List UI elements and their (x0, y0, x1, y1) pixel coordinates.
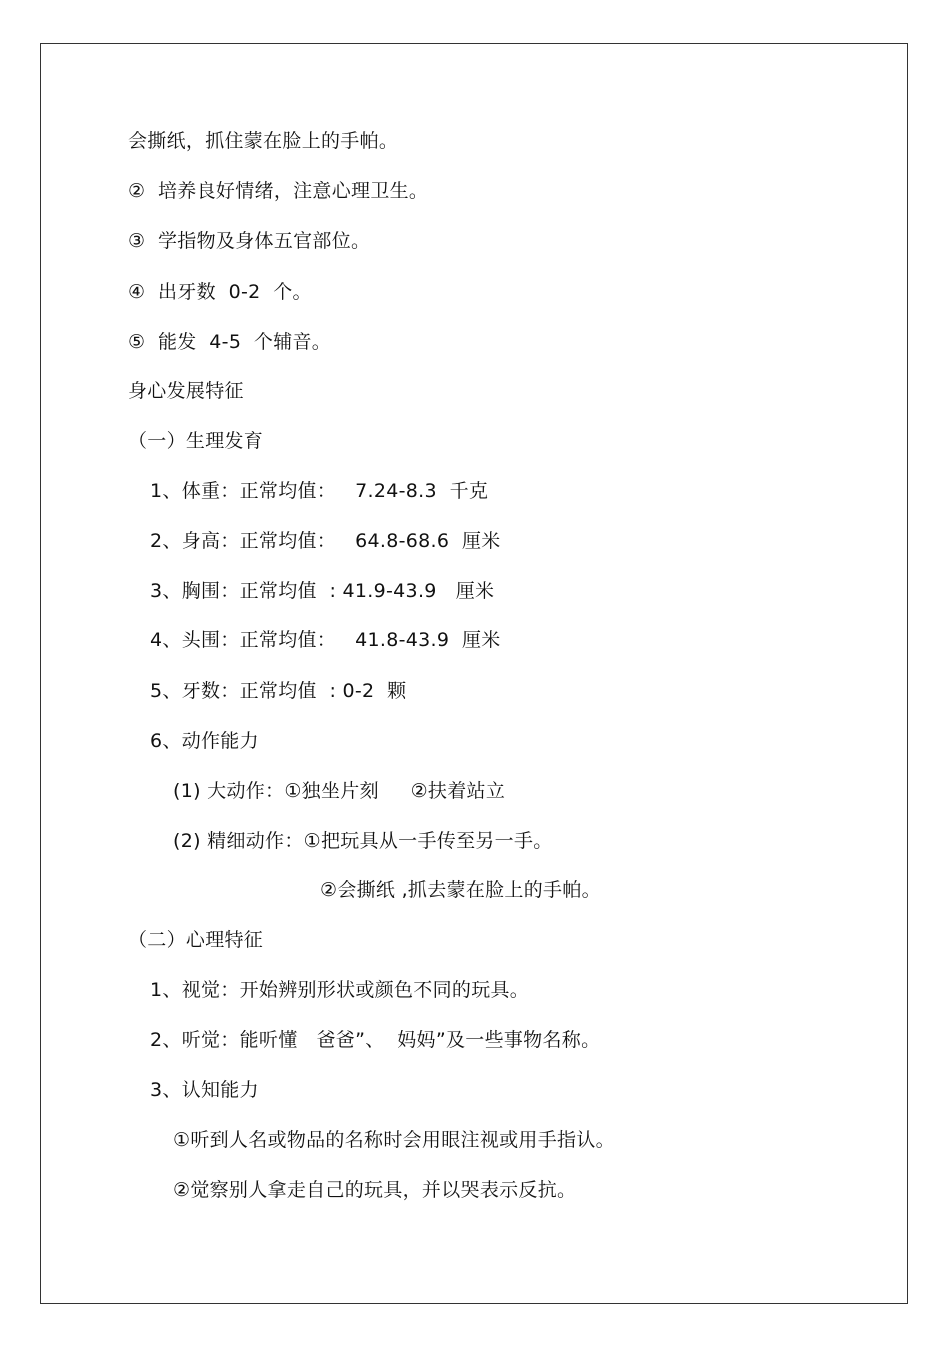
text-line-item-3-pointing: ③ 学指物及身体五官部位。 (128, 230, 371, 252)
subsection-heading-psychological: （二）心理特征 (128, 929, 264, 951)
text-line-cognitive-2: ②觉察别人拿走自己的玩具，并以哭表示反抗。 (173, 1179, 577, 1201)
text-line-teeth-count: 5、牙数：正常均值 : 0-2 颗 (150, 680, 407, 702)
section-heading-development: 身心发展特征 (128, 380, 244, 402)
text-line-item-5-consonants: ⑤ 能发 4-5 个辅音。 (128, 331, 332, 353)
text-line-height: 2、身高：正常均值： 64.8-68.6 厘米 (150, 530, 501, 552)
text-line-cognitive: 3、认知能力 (150, 1079, 259, 1101)
text-line-item-4-teeth: ④ 出牙数 0-2 个。 (128, 281, 312, 303)
text-line-hearing: 2、听觉：能听懂 爸爸”、 妈妈”及一些事物名称。 (150, 1029, 601, 1051)
text-line-fine-motor: (2) 精细动作：①把玩具从一手传至另一手。 (173, 830, 553, 852)
subsection-heading-physical: （一）生理发育 (128, 430, 264, 452)
text-line-gross-motor: (1) 大动作：①独坐片刻 ②扶着站立 (173, 780, 506, 802)
text-line-item-2-emotions: ② 培养良好情绪，注意心理卫生。 (128, 180, 429, 202)
text-line-vision: 1、视觉：开始辨别形状或颜色不同的玩具。 (150, 979, 530, 1001)
text-line-weight: 1、体重：正常均值： 7.24-8.3 千克 (150, 480, 489, 502)
text-line-head: 4、头围：正常均值： 41.8-43.9 厘米 (150, 629, 501, 651)
text-line-chest: 3、胸围：正常均值 : 41.9-43.9 厘米 (150, 580, 495, 602)
text-line-fine-motor-2: ②会撕纸 ,抓去蒙在脸上的手帕。 (320, 879, 601, 901)
text-line-cognitive-1: ①听到人名或物品的名称时会用眼注视或用手指认。 (173, 1129, 615, 1151)
text-line-tearing-paper: 会撕纸，抓住蒙在脸上的手帕。 (128, 130, 399, 152)
text-line-motor-ability: 6、动作能力 (150, 730, 259, 752)
